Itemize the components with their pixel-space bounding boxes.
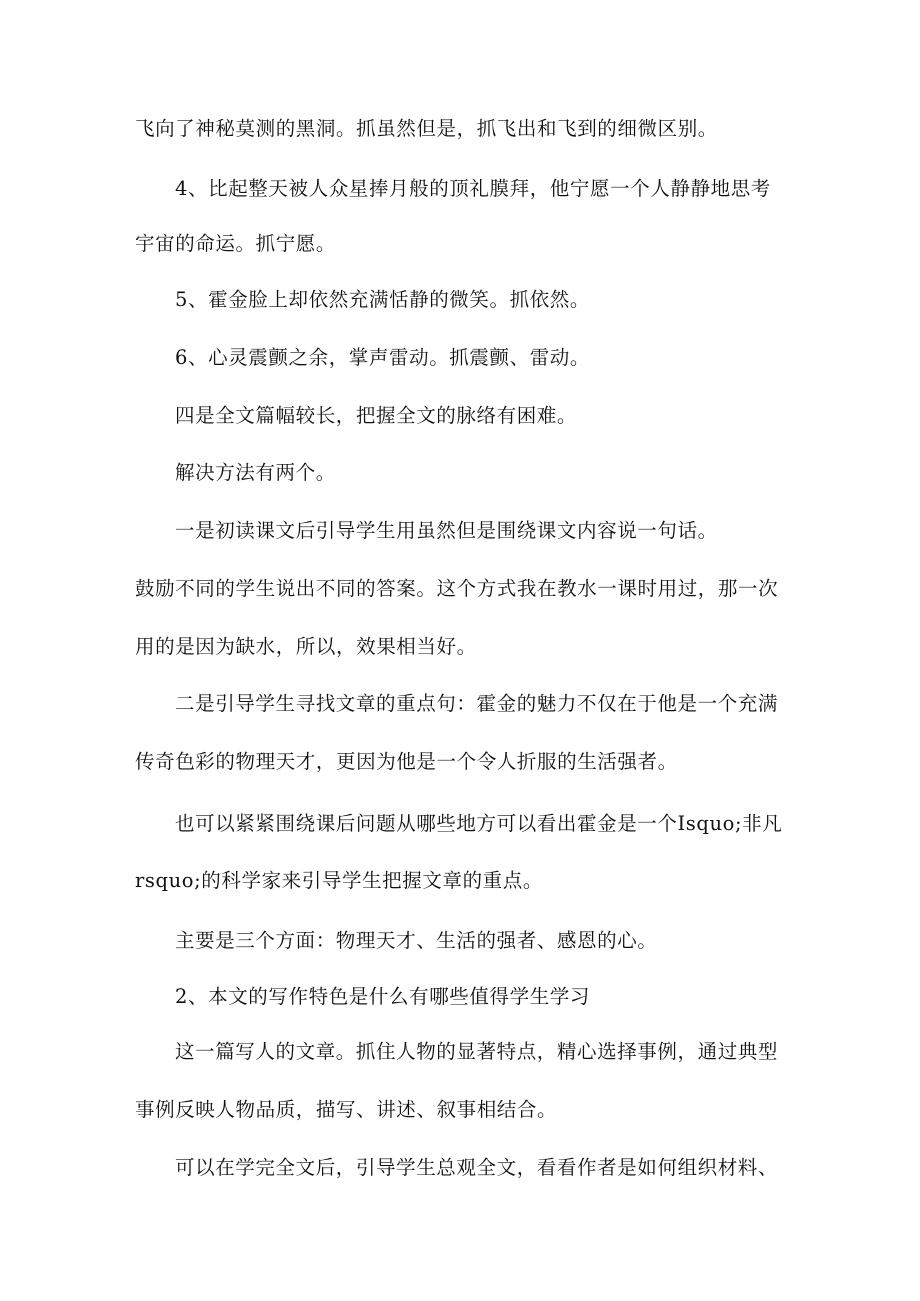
text-line: 4、比起整天被人众星捧月般的顶礼膜拜，他宁愿一个人静静地思考 — [175, 177, 771, 200]
text-line: 鼓励不同的学生说出不同的答案。这个方式我在教水一课时用过，那一次 — [135, 577, 779, 600]
text-line: 可以在学完全文后，引导学生总观全文，看看作者是如何组织材料、 — [175, 1156, 779, 1179]
text-line: 传奇色彩的物理天才，更因为他是一个令人折服的生活强者。 — [135, 750, 678, 773]
text-line: rsquo;的科学家来引导学生把握文章的重点。 — [135, 869, 543, 892]
text-line: 用的是因为缺水，所以，效果相当好。 — [135, 635, 477, 658]
text-line: 2、本文的写作特色是什么有哪些值得学生学习 — [175, 985, 591, 1008]
text-line: 事例反映人物品质，描写、讲述、叙事相结合。 — [135, 1098, 558, 1121]
text-line: 解决方法有两个。 — [175, 461, 336, 484]
text-line: 6、心灵震颤之余，掌声雷动。抓震颤、雷动。 — [175, 346, 591, 369]
text-line: 主要是三个方面：物理天才、生活的强者、感恩的心。 — [175, 929, 658, 952]
text-line: 飞向了神秘莫测的黑洞。抓虽然但是，抓飞出和飞到的细微区别。 — [135, 117, 718, 140]
text-line: 一是初读课文后引导学生用虽然但是围绕课文内容说一句话。 — [175, 519, 718, 542]
text-line: 5、霍金脸上却依然充满恬静的微笑。抓依然。 — [175, 288, 591, 311]
text-line: 宇宙的命运。抓宁愿。 — [135, 232, 337, 255]
text-line: 这一篇写人的文章。抓住人物的显著特点，精心选择事例，通过典型 — [175, 1040, 779, 1063]
text-line: 四是全文篇幅较长，把握全文的脉络有困难。 — [175, 404, 578, 427]
text-line: 二是引导学生寻找文章的重点句：霍金的魅力不仅在于他是一个充满 — [175, 692, 779, 715]
text-line: 也可以紧紧围绕课后问题从哪些地方可以看出霍金是一个Isquo;非凡 — [175, 812, 783, 835]
